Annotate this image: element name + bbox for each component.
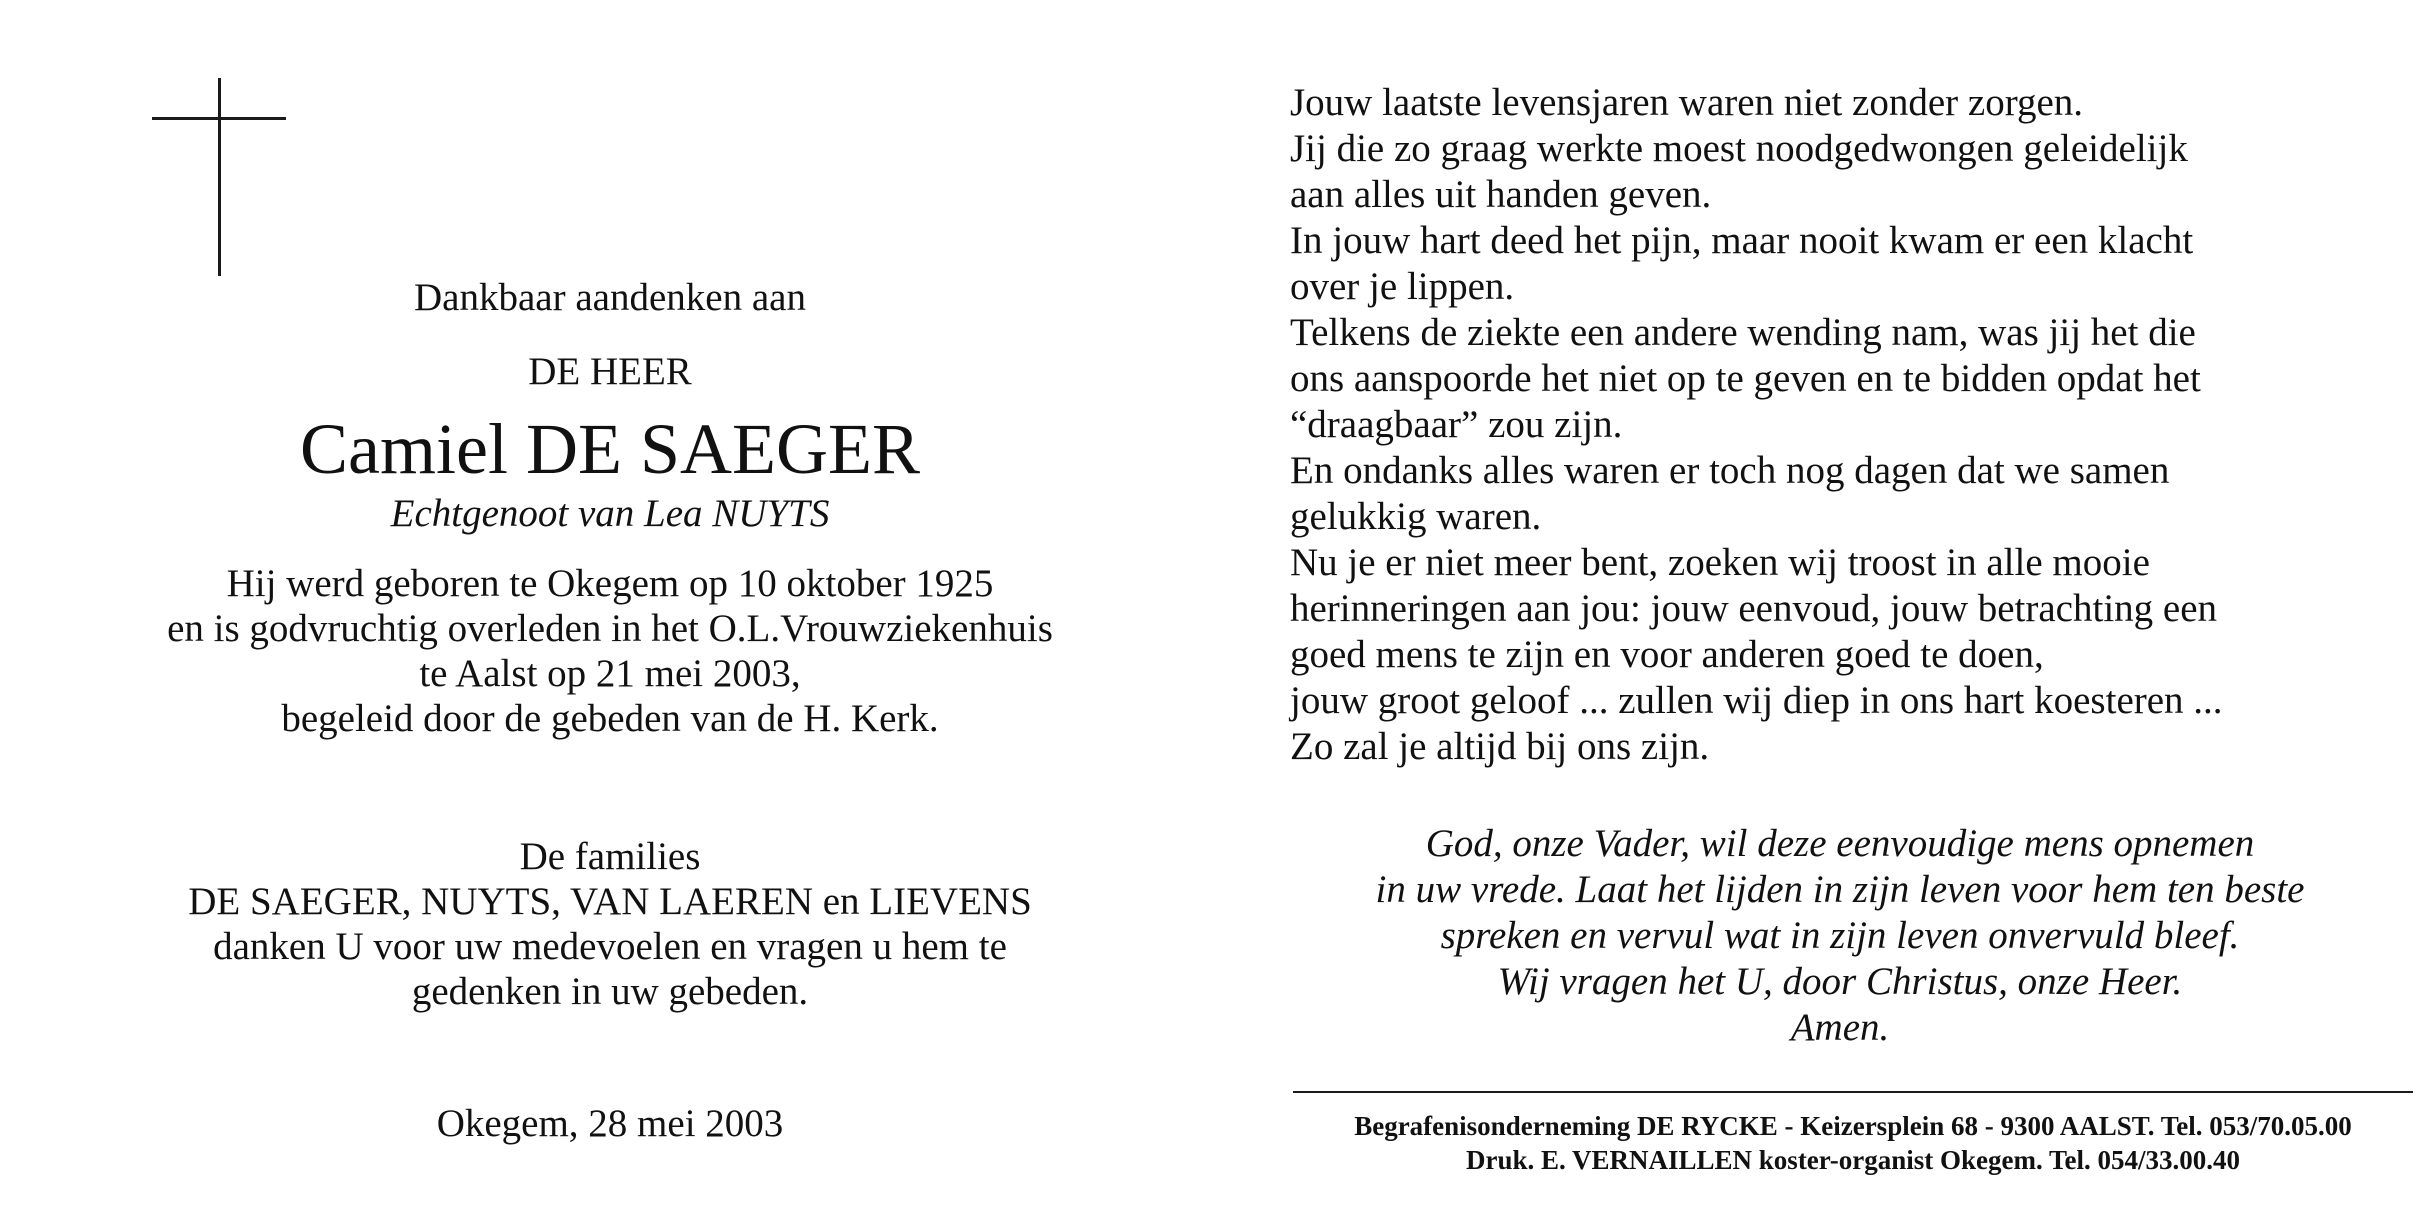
families-line: DE SAEGER, NUYTS, VAN LAEREN en LIEVENS [188, 880, 1032, 923]
place-date: Okegem, 28 mei 2003 [436, 1102, 784, 1145]
families-line: danken U voor uw medevoelen en vragen u hem te [213, 925, 1007, 968]
intro-text: Dankbaar aandenken aan [414, 276, 806, 319]
footer-divider [1293, 1091, 2413, 1093]
footer-printer: Druk. E. VERNAILLEN koster-organist Okegem. Tel. 054/33.00.40 [1465, 1145, 2241, 1175]
poem-line: Jouw laatste levensjaren waren niet zonder zorgen. [1290, 81, 2084, 124]
poem-line: herinneringen aan jou: jouw eenvoud, jouw betrachting een [1290, 587, 2218, 630]
poem-line: goed mens te zijn en voor anderen goed te doen, [1290, 633, 2044, 676]
poem-line: ons aanspoorde het niet op te geven en te bidden opdat het [1290, 357, 2201, 400]
bio-line: en is godvruchtig overleden in het O.L.Vrouwziekenhuis [167, 607, 1053, 650]
spouse-line: Echtgenoot van Lea NUYTS [390, 492, 830, 535]
poem-line: Nu je er niet meer bent, zoeken wij troost in alle mooie [1290, 541, 2150, 584]
poem-line: jouw groot geloof ... zullen wij diep in ons hart koesteren ... [1290, 679, 2223, 722]
bio-line: begeleid door de gebeden van de H. Kerk. [281, 697, 939, 740]
poem-line: In jouw hart deed het pijn, maar nooit kwam er een klacht [1290, 219, 2194, 262]
prayer-line: Amen. [1790, 1006, 1890, 1049]
poem-line: En ondanks alles waren er toch nog dagen dat we samen [1290, 449, 2170, 492]
families-line: De families [519, 835, 701, 878]
bio-line: te Aalst op 21 mei 2003, [419, 652, 801, 695]
deceased-name: Camiel DE SAEGER [300, 409, 920, 489]
poem-line: gelukkig waren. [1290, 495, 1542, 538]
cross-horizontal-bar [152, 117, 286, 120]
poem-line: “draagbaar” zou zijn. [1290, 403, 1623, 446]
poem-line: over je lippen. [1290, 265, 1515, 308]
prayer-line: spreken en vervul wat in zijn leven onvervuld bleef. [1440, 914, 2240, 957]
poem-line: Telkens de ziekte een andere wending nam, was jij het die [1290, 311, 2196, 354]
poem-line: aan alles uit handen geven. [1290, 173, 1712, 216]
salutation: DE HEER [528, 350, 692, 393]
prayer-line: God, onze Vader, wil deze eenvoudige mens opnemen [1425, 822, 2255, 865]
families-line: gedenken in uw gebeden. [411, 970, 809, 1013]
prayer-line: Wij vragen het U, door Christus, onze Heer. [1497, 960, 2183, 1003]
poem-line: Jij die zo graag werkte moest noodgedwongen geleidelijk [1290, 127, 2188, 170]
bio-line: Hij werd geboren te Okegem op 10 oktober 1925 [226, 562, 994, 605]
footer-undertaker: Begrafenisonderneming DE RYCKE - Keizersplein 68 - 9300 AALST. Tel. 053/70.05.00 [1354, 1111, 2352, 1141]
poem-line: Zo zal je altijd bij ons zijn. [1290, 725, 1710, 768]
prayer-line: in uw vrede. Laat het lijden in zijn leven voor hem ten beste [1375, 868, 2305, 911]
cross-vertical-bar [218, 78, 221, 276]
